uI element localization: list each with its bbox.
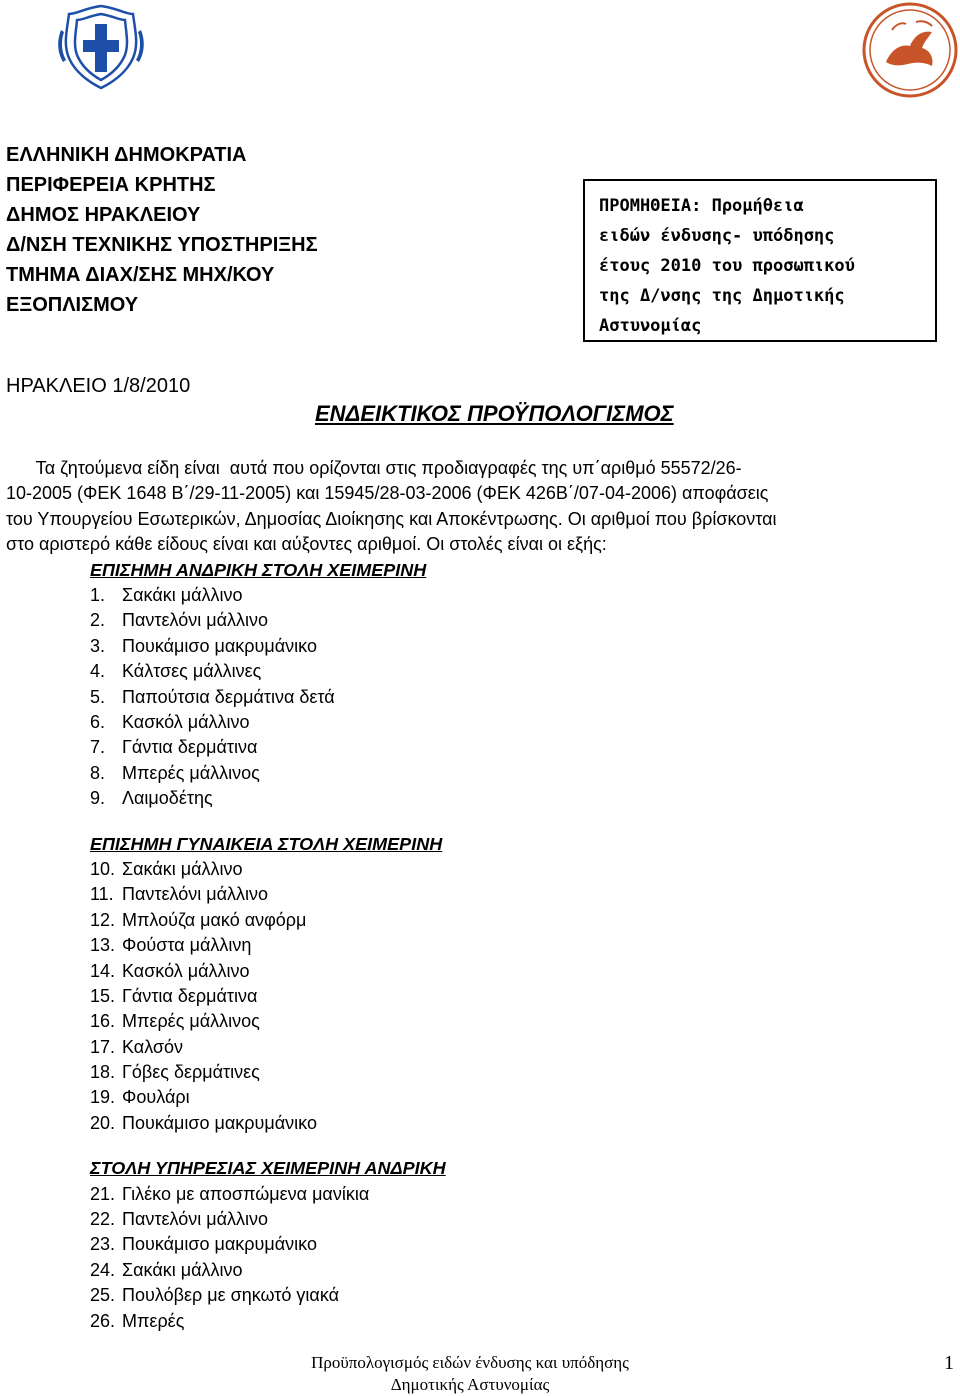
item-number: 12. bbox=[90, 909, 116, 930]
header-line: ΤΜΗΜΑ ΔΙΑΧ/ΣΗΣ ΜΗΧ/ΚΟΥ bbox=[6, 264, 275, 286]
header-line: ΕΛΛΗΝΙΚΗ ΔΗΜΟΚΡΑΤΙΑ bbox=[6, 144, 247, 166]
list-item bbox=[90, 1232, 958, 1257]
item-number: 8. bbox=[90, 762, 106, 783]
item-number: 9. bbox=[90, 788, 106, 809]
item-text: Παντελόνι μάλλινο bbox=[122, 1209, 269, 1230]
item-number: 25. bbox=[90, 1285, 116, 1306]
item-text: Μπερές bbox=[122, 1310, 185, 1331]
section-heading: ΣΤΟΛΗ ΥΠΗΡΕΣΙΑΣ ΧΕΙΜΕΡΙΝΗ ΑΝΔΡΙΚΗ bbox=[90, 1158, 446, 1179]
heraklion-seal-logo bbox=[858, 0, 958, 100]
item-number: 14. bbox=[90, 960, 116, 981]
item-text: Παντελόνι μάλλινο bbox=[122, 884, 269, 905]
list-item bbox=[90, 685, 958, 710]
item-number: 19. bbox=[90, 1087, 116, 1108]
page-number: 1 bbox=[944, 1352, 954, 1374]
list-item bbox=[90, 1111, 958, 1136]
section-heading: ΕΠΙΣΗΜΗ ΑΝΔΡΙΚΗ ΣΤΟΛΗ ΧΕΙΜΕΡΙΝΗ bbox=[90, 559, 427, 580]
item-text: Μπερές μάλλινος bbox=[122, 762, 260, 783]
item-text: Μπλούζα μακό ανφόρμ bbox=[122, 909, 307, 930]
list-item bbox=[90, 1009, 958, 1034]
item-text: Παπούτσια δερμάτινα δετά bbox=[122, 686, 335, 707]
item-text: Γόβες δερμάτινες bbox=[122, 1062, 260, 1083]
greek-coat-of-arms-logo bbox=[55, 0, 147, 92]
section-men-formal bbox=[6, 558, 958, 812]
section-women-formal bbox=[6, 832, 958, 1137]
item-text: Γάντια δερμάτινα bbox=[122, 985, 258, 1006]
header-line: ΕΞΟΠΛΙΣΜΟΥ bbox=[6, 294, 139, 316]
item-text: Φουλάρι bbox=[122, 1087, 190, 1108]
item-text: Παντελόνι μάλλινο bbox=[122, 610, 269, 631]
item-number: 24. bbox=[90, 1259, 116, 1280]
subject-line: έτους 2010 του προσωπικού bbox=[599, 256, 855, 276]
list-item bbox=[90, 761, 958, 786]
item-number: 18. bbox=[90, 1062, 116, 1083]
item-text: Σακάκι μάλλινο bbox=[122, 585, 243, 606]
item-number: 16. bbox=[90, 1011, 116, 1032]
subject-line: ΠΡΟΜΗΘΕΙΑ: Προμήθεια bbox=[599, 196, 804, 216]
item-number: 11. bbox=[90, 884, 114, 905]
list-item bbox=[90, 1182, 958, 1207]
item-text: Καλσόν bbox=[122, 1036, 184, 1057]
item-number: 6. bbox=[90, 711, 106, 732]
item-text: Γιλέκο με αποσπώμενα μανίκια bbox=[122, 1183, 370, 1204]
item-text: Κάλτσες μάλλινες bbox=[122, 661, 262, 682]
item-number: 26. bbox=[90, 1310, 116, 1331]
list-item bbox=[90, 608, 958, 633]
list-item bbox=[90, 735, 958, 760]
item-number: 21. bbox=[90, 1183, 116, 1204]
item-number: 13. bbox=[90, 935, 116, 956]
header-line: ΔΗΜΟΣ ΗΡΑΚΛΕΙΟΥ bbox=[6, 204, 201, 226]
item-text: Πουκάμισο μακρυμάνικο bbox=[122, 635, 317, 656]
item-number: 2. bbox=[90, 610, 106, 631]
document-body bbox=[6, 456, 958, 1334]
section-heading: ΕΠΙΣΗΜΗ ΓΥΝΑΙΚΕΙΑ ΣΤΟΛΗ ΧΕΙΜΕΡΙΝΗ bbox=[90, 833, 443, 854]
item-text: Λαιμοδέτης bbox=[122, 788, 213, 809]
item-number: 5. bbox=[90, 686, 106, 707]
list-item bbox=[90, 710, 958, 735]
list-item bbox=[90, 786, 958, 811]
item-text: Σακάκι μάλλινο bbox=[122, 1259, 243, 1280]
list-item bbox=[90, 882, 958, 907]
list-item bbox=[90, 1309, 958, 1334]
item-number: 15. bbox=[90, 985, 116, 1006]
intro-line: Τα ζητούμενα είδη είναι αυτά που ορίζονται στις προδιαγραφές της υπ΄αριθμό 55572/26- bbox=[6, 458, 742, 478]
intro-line: του Υπουργείου Εσωτερικών, Δημοσίας Διοίκησης και Αποκέντρωσης. Οι αριθμοί που βρίσκονται bbox=[6, 508, 777, 529]
item-number: 10. bbox=[90, 858, 116, 879]
list-item bbox=[90, 1085, 958, 1110]
intro-line: στο αριστερό κάθε είδους είναι και αύξοντες αριθμοί. Οι στολές είναι οι εξής: bbox=[6, 534, 607, 555]
item-text: Πουκάμισο μακρυμάνικο bbox=[122, 1112, 317, 1133]
list-item bbox=[90, 857, 958, 882]
item-text: Κασκόλ μάλλινο bbox=[122, 960, 250, 981]
document-title: ΕΝΔΕΙΚΤΙΚΟΣ ΠΡΟΫΠΟΛΟΓΙΣΜΟΣ bbox=[315, 401, 674, 426]
issuer-header bbox=[6, 140, 318, 320]
subject-line: της Δ/νσης της Δημοτικής bbox=[599, 286, 845, 306]
item-text: Μπερές μάλλινος bbox=[122, 1011, 260, 1032]
item-text: Γάντια δερμάτινα bbox=[122, 737, 258, 758]
list-item bbox=[90, 659, 958, 684]
item-number: 20. bbox=[90, 1112, 116, 1133]
footer-line: Δημοτικής Αστυνομίας bbox=[390, 1375, 550, 1394]
subject-line: Αστυνομίας bbox=[599, 316, 702, 336]
document-date: ΗΡΑΚΛΕΙΟ 1/8/2010 bbox=[6, 375, 191, 397]
list-item bbox=[90, 984, 958, 1009]
item-number: 17. bbox=[90, 1036, 116, 1057]
list-item bbox=[90, 1258, 958, 1283]
list-item bbox=[90, 1283, 958, 1308]
item-text: Σακάκι μάλλινο bbox=[122, 858, 243, 879]
header-line: Δ/ΝΣΗ ΤΕΧΝΙΚΗΣ ΥΠΟΣΤΗΡΙΞΗΣ bbox=[6, 234, 318, 256]
page-footer bbox=[300, 1352, 640, 1396]
section-service-uniform bbox=[6, 1156, 958, 1334]
list-item bbox=[90, 1035, 958, 1060]
list-item bbox=[90, 583, 958, 608]
list-item bbox=[90, 933, 958, 958]
item-number: 7. bbox=[90, 737, 106, 758]
header-line: ΠΕΡΙΦΕΡΕΙΑ ΚΡΗΤΗΣ bbox=[6, 174, 216, 196]
footer-line: Προϋπολογισμός ειδών ένδυσης και υπόδησης bbox=[311, 1353, 629, 1372]
item-text: Πουλόβερ με σηκωτό γιακά bbox=[122, 1285, 340, 1306]
item-number: 3. bbox=[90, 635, 106, 656]
item-number: 4. bbox=[90, 661, 106, 682]
intro-line: 10-2005 (ΦΕΚ 1648 Β΄/29-11-2005) και 15945/28-03-2006 (ΦΕΚ 426Β΄/07-04-2006) αποφάσεις bbox=[6, 483, 769, 504]
item-text: Κασκόλ μάλλινο bbox=[122, 711, 250, 732]
item-text: Φούστα μάλλινη bbox=[122, 935, 252, 956]
list-item bbox=[90, 908, 958, 933]
item-number: 1. bbox=[90, 585, 106, 606]
subject-line: ειδών ένδυσης- υπόδησης bbox=[599, 226, 835, 246]
item-text: Πουκάμισο μακρυμάνικο bbox=[122, 1234, 317, 1255]
list-item bbox=[90, 634, 958, 659]
subject-box bbox=[583, 179, 937, 342]
list-item bbox=[90, 1060, 958, 1085]
item-number: 23. bbox=[90, 1234, 116, 1255]
list-item bbox=[90, 1207, 958, 1232]
list-item bbox=[90, 959, 958, 984]
item-number: 22. bbox=[90, 1209, 116, 1230]
